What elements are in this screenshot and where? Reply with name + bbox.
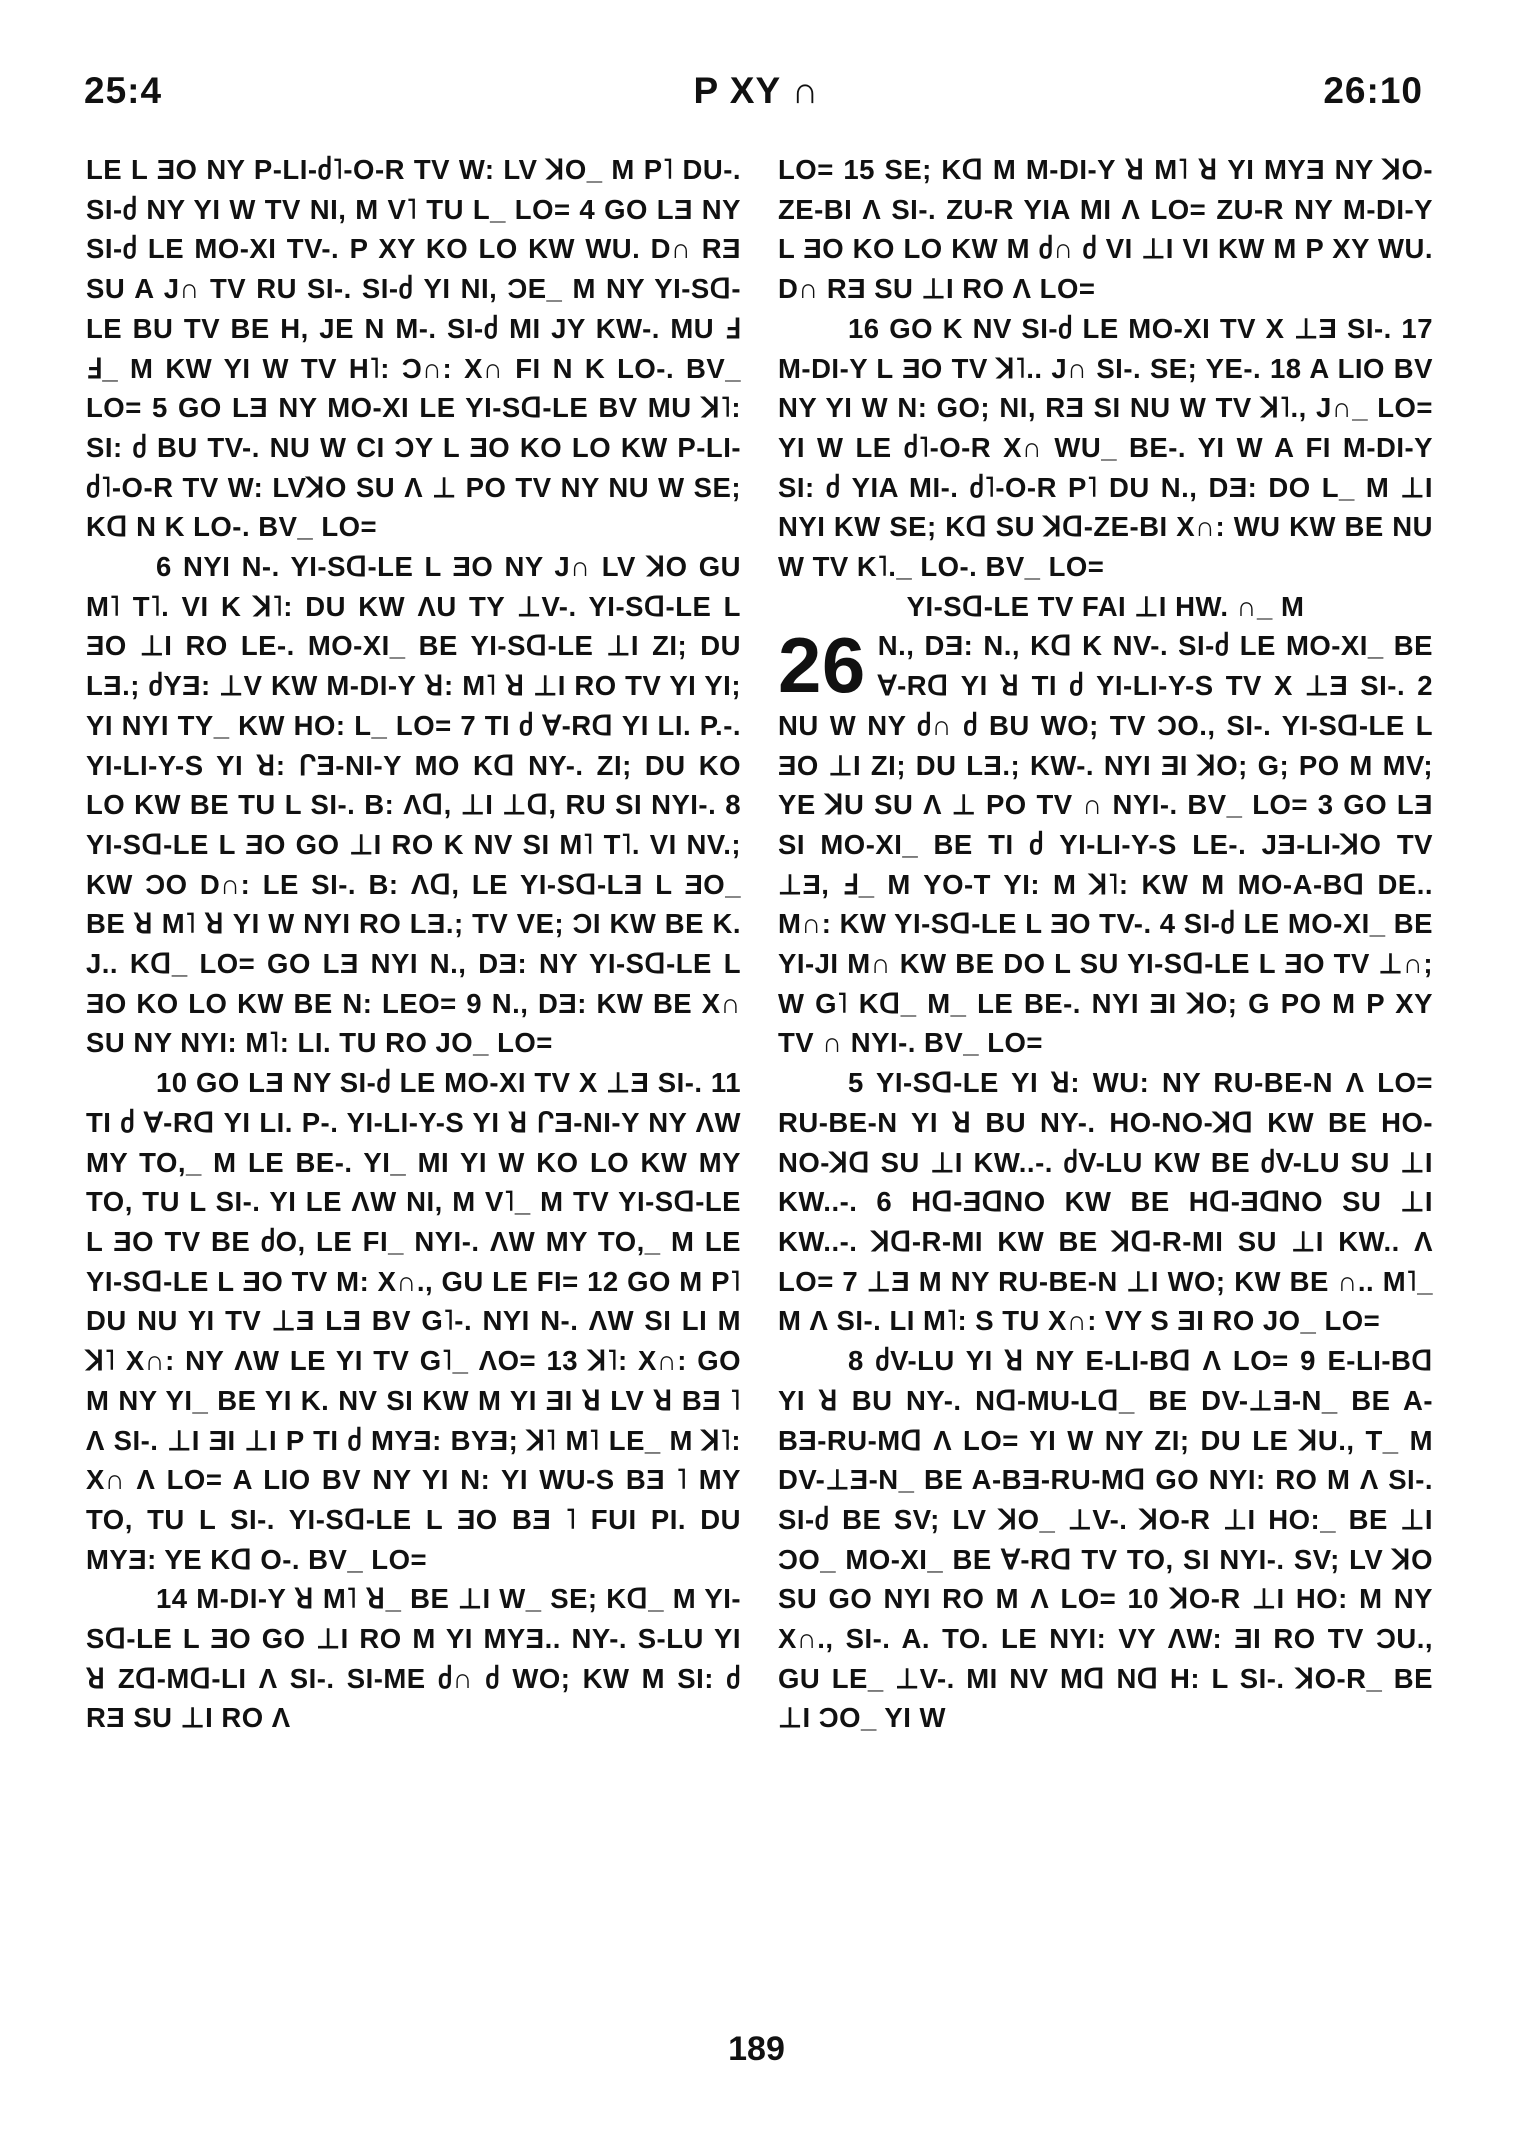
paragraph: 6 NYI N-. YI-Sꓷ-LE L ƎO NY J∩ LV ꓘO GU M˥ T˥. VI K ꓘ˥: DU KW ΛU TY ⊥V-. YI-Sꓷ-LE L ƎO ⊥I RO LE-. MO-XI_ BE YI-Sꓷ-LE ⊥I ZI; DU LƎ.; ძYƎ: ⊥V KW M-DI-Y ꓤ: M˥ ꓤ ⊥I RO TV YI YI; YI NYI TY_ KW HO: L_ LO= 7 TI ძ ∀-Rꓷ YI LI. P.-. YI-LI-Y-S YI ꓤ: ᒋƎ-NI-Y MO Kꓷ NY-. ZI; DU KO LO KW BE TU L SI-. B: Λꓷ, ⊥I ⊥ꓷ, RU SI NYI-. 8 YI-Sꓷ-LE L ƎO GO ⊥I RO K NV SI M˥ T˥. VI NV.; KW ƆO D∩: LE SI-. B: Λꓷ, LE YI-Sꓷ-LƎ L ƎO_ BE ꓤ M˥ ꓤ YI W NYI RO LƎ.; TV VE; ƆI KW BE K. J.. Kꓷ_ LO= GO LƎ NYI N., DƎ: NY YI-Sꓷ-LE L ƎO KO LO KW BE N: LEO= 9 N., DƎ: KW BE X∩ SU NY NYI: M˥: LI. TU RO JO_ LO= xyxy=(86,551,741,1059)
paragraph: 16 GO K NV SI-ძ LE MO-XI TV X ⊥Ǝ SI-. 17 M-DI-Y L ƎO TV ꓘ˥.. J∩ SI-. SE; YE-. 18 A LIO BV NY YI W N: GO; NI, RƎ SI NU W TV ꓘ˥., J∩_ LO= YI W LE ძ˥-O-R X∩ WU_ BE-. YI W A FI M-DI-Y SI: ძ YIA MI-. ძ˥-O-R P˥ DU N., DƎ: DO L_ M ⊥I NYI KW SE; Kꓷ SU ꓘꓷ-ZE-BI X∩: WU KW BE NU W TV K˥._ LO-. BV_ LO= xyxy=(778,312,1433,583)
paragraph: 10 GO LƎ NY SI-ძ LE MO-XI TV X ⊥Ǝ SI-. 11 TI ძ ∀-Rꓷ YI LI. P-. YI-LI-Y-S YI ꓤ ᒋƎ-NI-Y NY ΛW MY TO,_ M LE BE-. YI_ MI YI W KO LO KW MY TO, TU L SI-. YI LE ΛW NI, M V˥_ M TV YI-Sꓷ-LE L ƎO TV BE ძO, LE FI_ NYI-. ΛW MY TO,_ M LE YI-Sꓷ-LE L ƎO TV M: X∩., GU LE FI= 12 GO M P˥ DU NU YI TV ⊥Ǝ LƎ BV G˥-. NYI N-. ΛW SI LI M ꓘ˥ X∩: NY ΛW LE YI TV G˥_ ΛO= 13 ꓘ˥: X∩: GO M NY YI_ BE YI K. NV SI KW M YI ƎI ꓤ LV ꓤ BƎ ˥ Λ SI-. ⊥I ƎI ⊥I P TI ძ MYƎ: BYƎ; ꓘ˥ M˥ LE_ M ꓘ˥: X∩ Λ LO= A LIO BV NY YI N: YI WU-S BƎ ˥ MY TO, TU L SI-. YI-Sꓷ-LE L ƎO BƎ ˥ FUI PI. DU MYƎ: YE Kꓷ O-. BV_ LO= xyxy=(86,1067,741,1575)
left-text-column xyxy=(86,150,741,1738)
chapter-verse-end: 26:10 xyxy=(1323,70,1423,111)
right-text-column xyxy=(778,150,1433,1738)
paragraph: LE L ƎO NY P-LI-ძ˥-O-R TV W: LV ꓘO_ M P˥ DU-. SI-ძ NY YI W TV NI, M V˥ TU L_ LO= 4 GO LƎ NY SI-ძ LE MO-XI TV-. P XY KO LO KW WU. D∩ RƎ SU A J∩ TV RU SI-. SI-ძ YI NI, ƆE_ M NY YI-Sꓷ-LE BU TV BE H, JE N M-. SI-ძ MI JY KW-. MU Ⅎ Ⅎ_ M KW YI W TV H˥: Ɔ∩: X∩ FI N K LO-. BV_ LO= 5 GO LƎ NY MO-XI LE YI-Sꓷ-LE BV MU ꓘ˥: SI: ძ BU TV-. NU W CI ƆY L ƎO KO LO KW P-LI-ძ˥-O-R TV W: LVꓘO SU Λ ⊥ PO TV NY NU W SE; Kꓷ N K LO-. BV_ LO= xyxy=(86,154,741,543)
paragraph: LO= 15 SE; Kꓷ M M-DI-Y ꓤ M˥ ꓤ YI MYƎ NY ꓘO-ZE-BI Λ SI-. ZU-R YIA MI Λ LO= ZU-R NY M-DI-Y L ƎO KO LO KW M ძ∩ ძ VI ⊥I VI KW M P XY WU. D∩ RƎ SU ⊥I RO Λ LO= xyxy=(778,154,1433,305)
chapter-verse-start: 25:4 xyxy=(84,70,163,111)
page-number: 189 xyxy=(728,2030,785,2068)
section-heading: YI-Sꓷ-LE TV FAI ⊥I HW. ∩_ M xyxy=(906,590,1305,622)
chapter-number: 26 xyxy=(778,621,866,710)
paragraph: 5 YI-Sꓷ-LE YI ꓤ: WU: NY RU-BE-N Λ LO= RU-BE-N YI ꓤ BU NY-. HO-NO-ꓘꓷ KW BE HO-NO-ꓘꓷ SU ⊥I KW..-. ძV-LU KW BE ძV-LU SU ⊥I KW..-. 6 Hꓷ-ƎꓷNO KW BE Hꓷ-ƎꓷNO SU ⊥I KW..-. ꓘꓷ-R-MI KW BE ꓘꓷ-R-MI SU ⊥I KW.. Λ LO= 7 ⊥Ǝ M NY RU-BE-N ⊥I WO; KW BE ∩.. M˥_ M Λ SI-. LI M˥: S TU X∩: VY S ƎI RO JO_ LO= xyxy=(778,1067,1433,1337)
paragraph: 14 M-DI-Y ꓤ M˥ ꓤ_ BE ⊥I W_ SE; Kꓷ_ M YI-Sꓷ-LE L ƎO GO ⊥I RO M YI MYƎ.. NY-. S-LU YI ꓤ Zꓷ-Mꓷ-LI Λ SI-. SI-ME ძ∩ ძ WO; KW M SI: ძ RƎ SU ⊥I RO Λ xyxy=(86,1583,741,1734)
chapter-start xyxy=(778,621,1433,1063)
paragraph: 8 ძV-LU YI ꓤ NY E-LI-Bꓷ Λ LO= 9 E-LI-Bꓷ YI ꓤ BU NY-. Nꓷ-MU-Lꓷ_ BE DV-⊥Ǝ-N_ BE A-BƎ-RU-Mꓷ Λ LO= YI W NY ZI; DU LE ꓘU., T_ M DV-⊥Ǝ-N_ BE A-BƎ-RU-Mꓷ GO NYI: RO M Λ SI-. SI-ძ BE SV; LV ꓘO_ ⊥V-. ꓘO-R ⊥I HO:_ BE ⊥I ƆO_ MO-XI_ BE ∀-Rꓷ TV TO, SI NYI-. SV; LV ꓘO SU GO NYI RO M Λ LO= 10 ꓘO-R ⊥I HO: M NY X∩., SI-. A. TO. LE NYI: VY ΛW: ƎI RO TV ƆU., GU LE_ ⊥V-. MI NV Mꓷ Nꓷ H: L SI-. ꓘO-R_ BE ⊥I ƆO_ YI W xyxy=(778,1345,1433,1734)
book-title: P XY ∩ xyxy=(693,70,820,111)
paragraph: N., DƎ: N., Kꓷ K NV-. SI-ძ LE MO-XI_ BE ∀-Rꓷ YI ꓤ TI ძ YI-LI-Y-S TV X ⊥Ǝ SI-. 2 NU W NY ძ∩ ძ BU WO; TV ƆO., SI-. YI-Sꓷ-LE L ƎO ⊥I ZI; DU LƎ.; KW-. NYI ƎI ꓘO; G; PO M MV; YE ꓘU SU Λ ⊥ PO TV ∩ NYI-. BV_ LO= 3 GO LƎ SI MO-XI_ BE TI ძ YI-LI-Y-S LE-. JƎ-LI-ꓘO TV ⊥Ǝ, Ⅎ_ M YO-T YI: M ꓘ˥: KW M MO-A-Bꓷ DE.. M∩: KW YI-Sꓷ-LE L ƎO TV-. 4 SI-ძ LE MO-XI_ BE YI-JI M∩ KW BE DO L SU YI-Sꓷ-LE L ƎO TV ⊥∩; W G˥ Kꓷ_ M_ LE BE-. NYI ƎI ꓘO; G PO M P XY TV ∩ NYI-. BV_ LO= xyxy=(778,630,1433,1059)
